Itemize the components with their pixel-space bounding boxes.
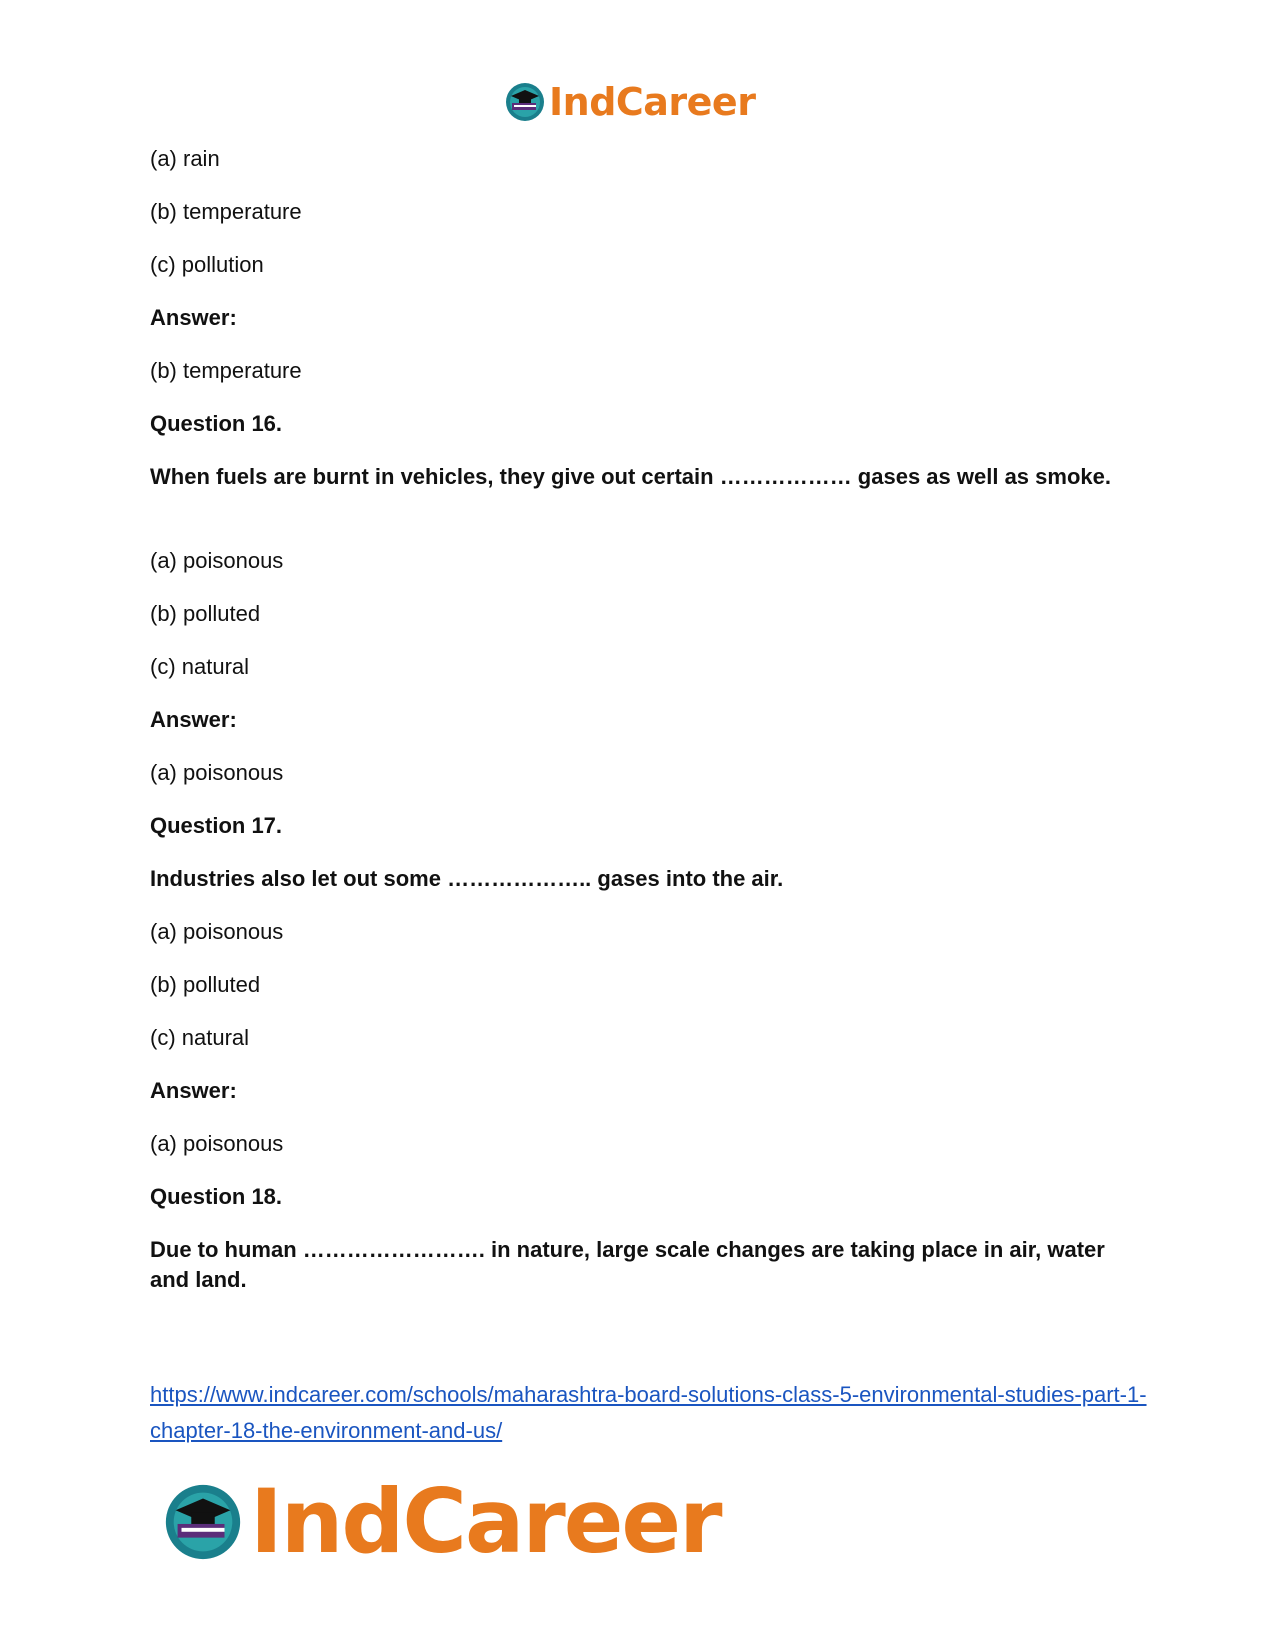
graduation-cap-book-icon: [503, 80, 547, 124]
logo-text: IndCareer: [250, 1470, 721, 1573]
logo-text: IndCareer: [549, 80, 756, 124]
footer-logo: [160, 1470, 721, 1573]
option-text: (c) natural: [150, 1025, 250, 1050]
question-heading: Question 16.: [150, 411, 283, 436]
answer-text: (a) poisonous: [150, 760, 284, 785]
option-text: (a) rain: [150, 146, 220, 171]
answer-label: Answer:: [150, 707, 237, 732]
answer-label: Answer:: [150, 1078, 237, 1103]
option-text: (a) poisonous: [150, 919, 284, 944]
answer-text: (b) temperature: [150, 358, 302, 383]
answer-label: Answer:: [150, 305, 237, 330]
answer-text: (a) poisonous: [150, 1131, 284, 1156]
question-text: When fuels are burnt in vehicles, they give out certain ……………… gases as well as smoke.: [150, 464, 1111, 489]
option-text: (b) polluted: [150, 601, 261, 626]
question-text: Due to human ……………………. in nature, large scale changes are taking place in air, water and land.: [150, 1237, 1105, 1292]
question-heading: Question 18.: [150, 1184, 283, 1209]
question-heading: Question 17.: [150, 813, 283, 838]
option-text: (c) pollution: [150, 252, 264, 277]
question-text: Industries also let out some ……………….. gases into the air.: [150, 866, 784, 891]
option-text: (b) polluted: [150, 972, 261, 997]
option-text: (a) poisonous: [150, 548, 284, 573]
graduation-cap-book-icon: [160, 1479, 246, 1565]
option-text: (b) temperature: [150, 199, 302, 224]
option-text: (c) natural: [150, 654, 250, 679]
header-logo: [503, 80, 755, 124]
source-link[interactable]: https://www.indcareer.com/schools/maharashtra-board-solutions-class-5-environmental-studies-part-1-chapter-18-the-environment-and-us/: [150, 1382, 1147, 1443]
